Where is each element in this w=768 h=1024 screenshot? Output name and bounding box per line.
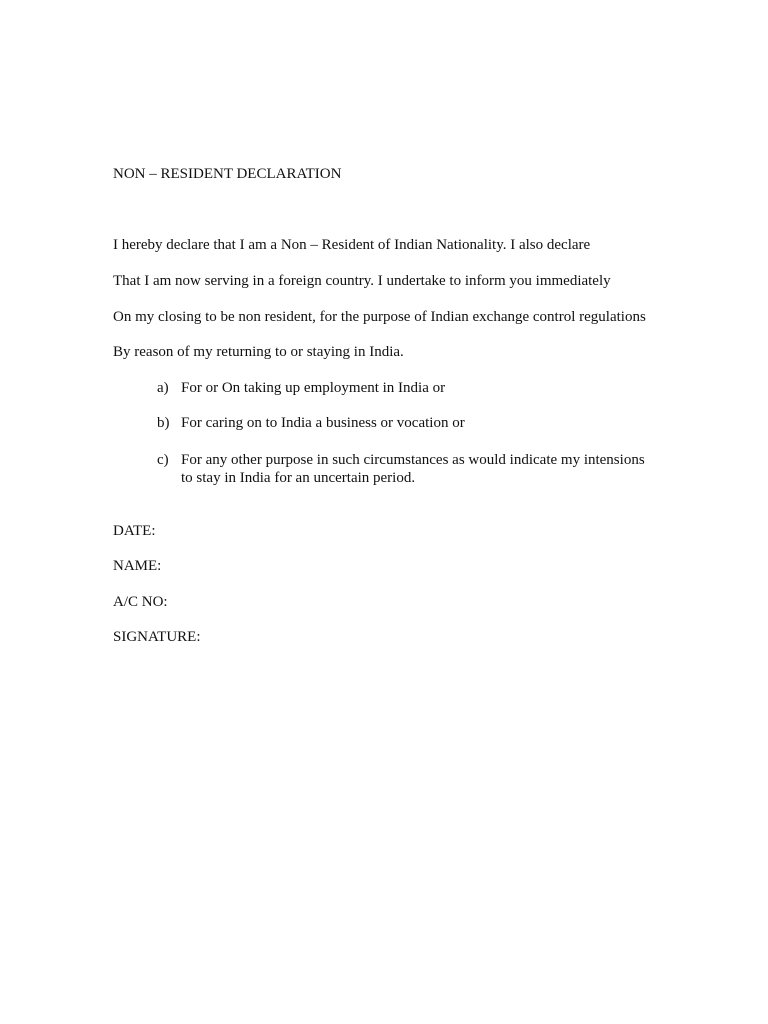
list-marker: c) [157, 452, 169, 468]
name-field-label: NAME: [113, 558, 162, 574]
date-field-label: DATE: [113, 523, 156, 539]
list-item-b [157, 414, 677, 432]
list-item-text: For any other purpose in such circumstances as would indicate my intensions to stay in India for an uncertain period. [181, 452, 645, 486]
declaration-paragraph-3: On my closing to be non resident, for the purpose of Indian exchange control regulations [113, 309, 646, 325]
list-item-a [157, 379, 677, 397]
declaration-paragraph-1: I hereby declare that I am a Non – Resident of Indian Nationality. I also declare [113, 237, 591, 253]
declaration-paragraph-2: That I am now serving in a foreign country. I undertake to inform you immediately [113, 273, 611, 289]
list-item-c [157, 451, 657, 487]
list-marker: b) [157, 415, 170, 431]
list-item-text: For or On taking up employment in India or [181, 380, 446, 396]
declaration-paragraph-4: By reason of my returning to or staying in India. [113, 344, 404, 360]
document-title: NON – RESIDENT DECLARATION [113, 166, 342, 182]
list-item-text: For caring on to India a business or vocation or [181, 415, 465, 431]
signature-field-label: SIGNATURE: [113, 629, 201, 645]
account-number-field-label: A/C NO: [113, 594, 168, 610]
list-marker: a) [157, 380, 169, 396]
